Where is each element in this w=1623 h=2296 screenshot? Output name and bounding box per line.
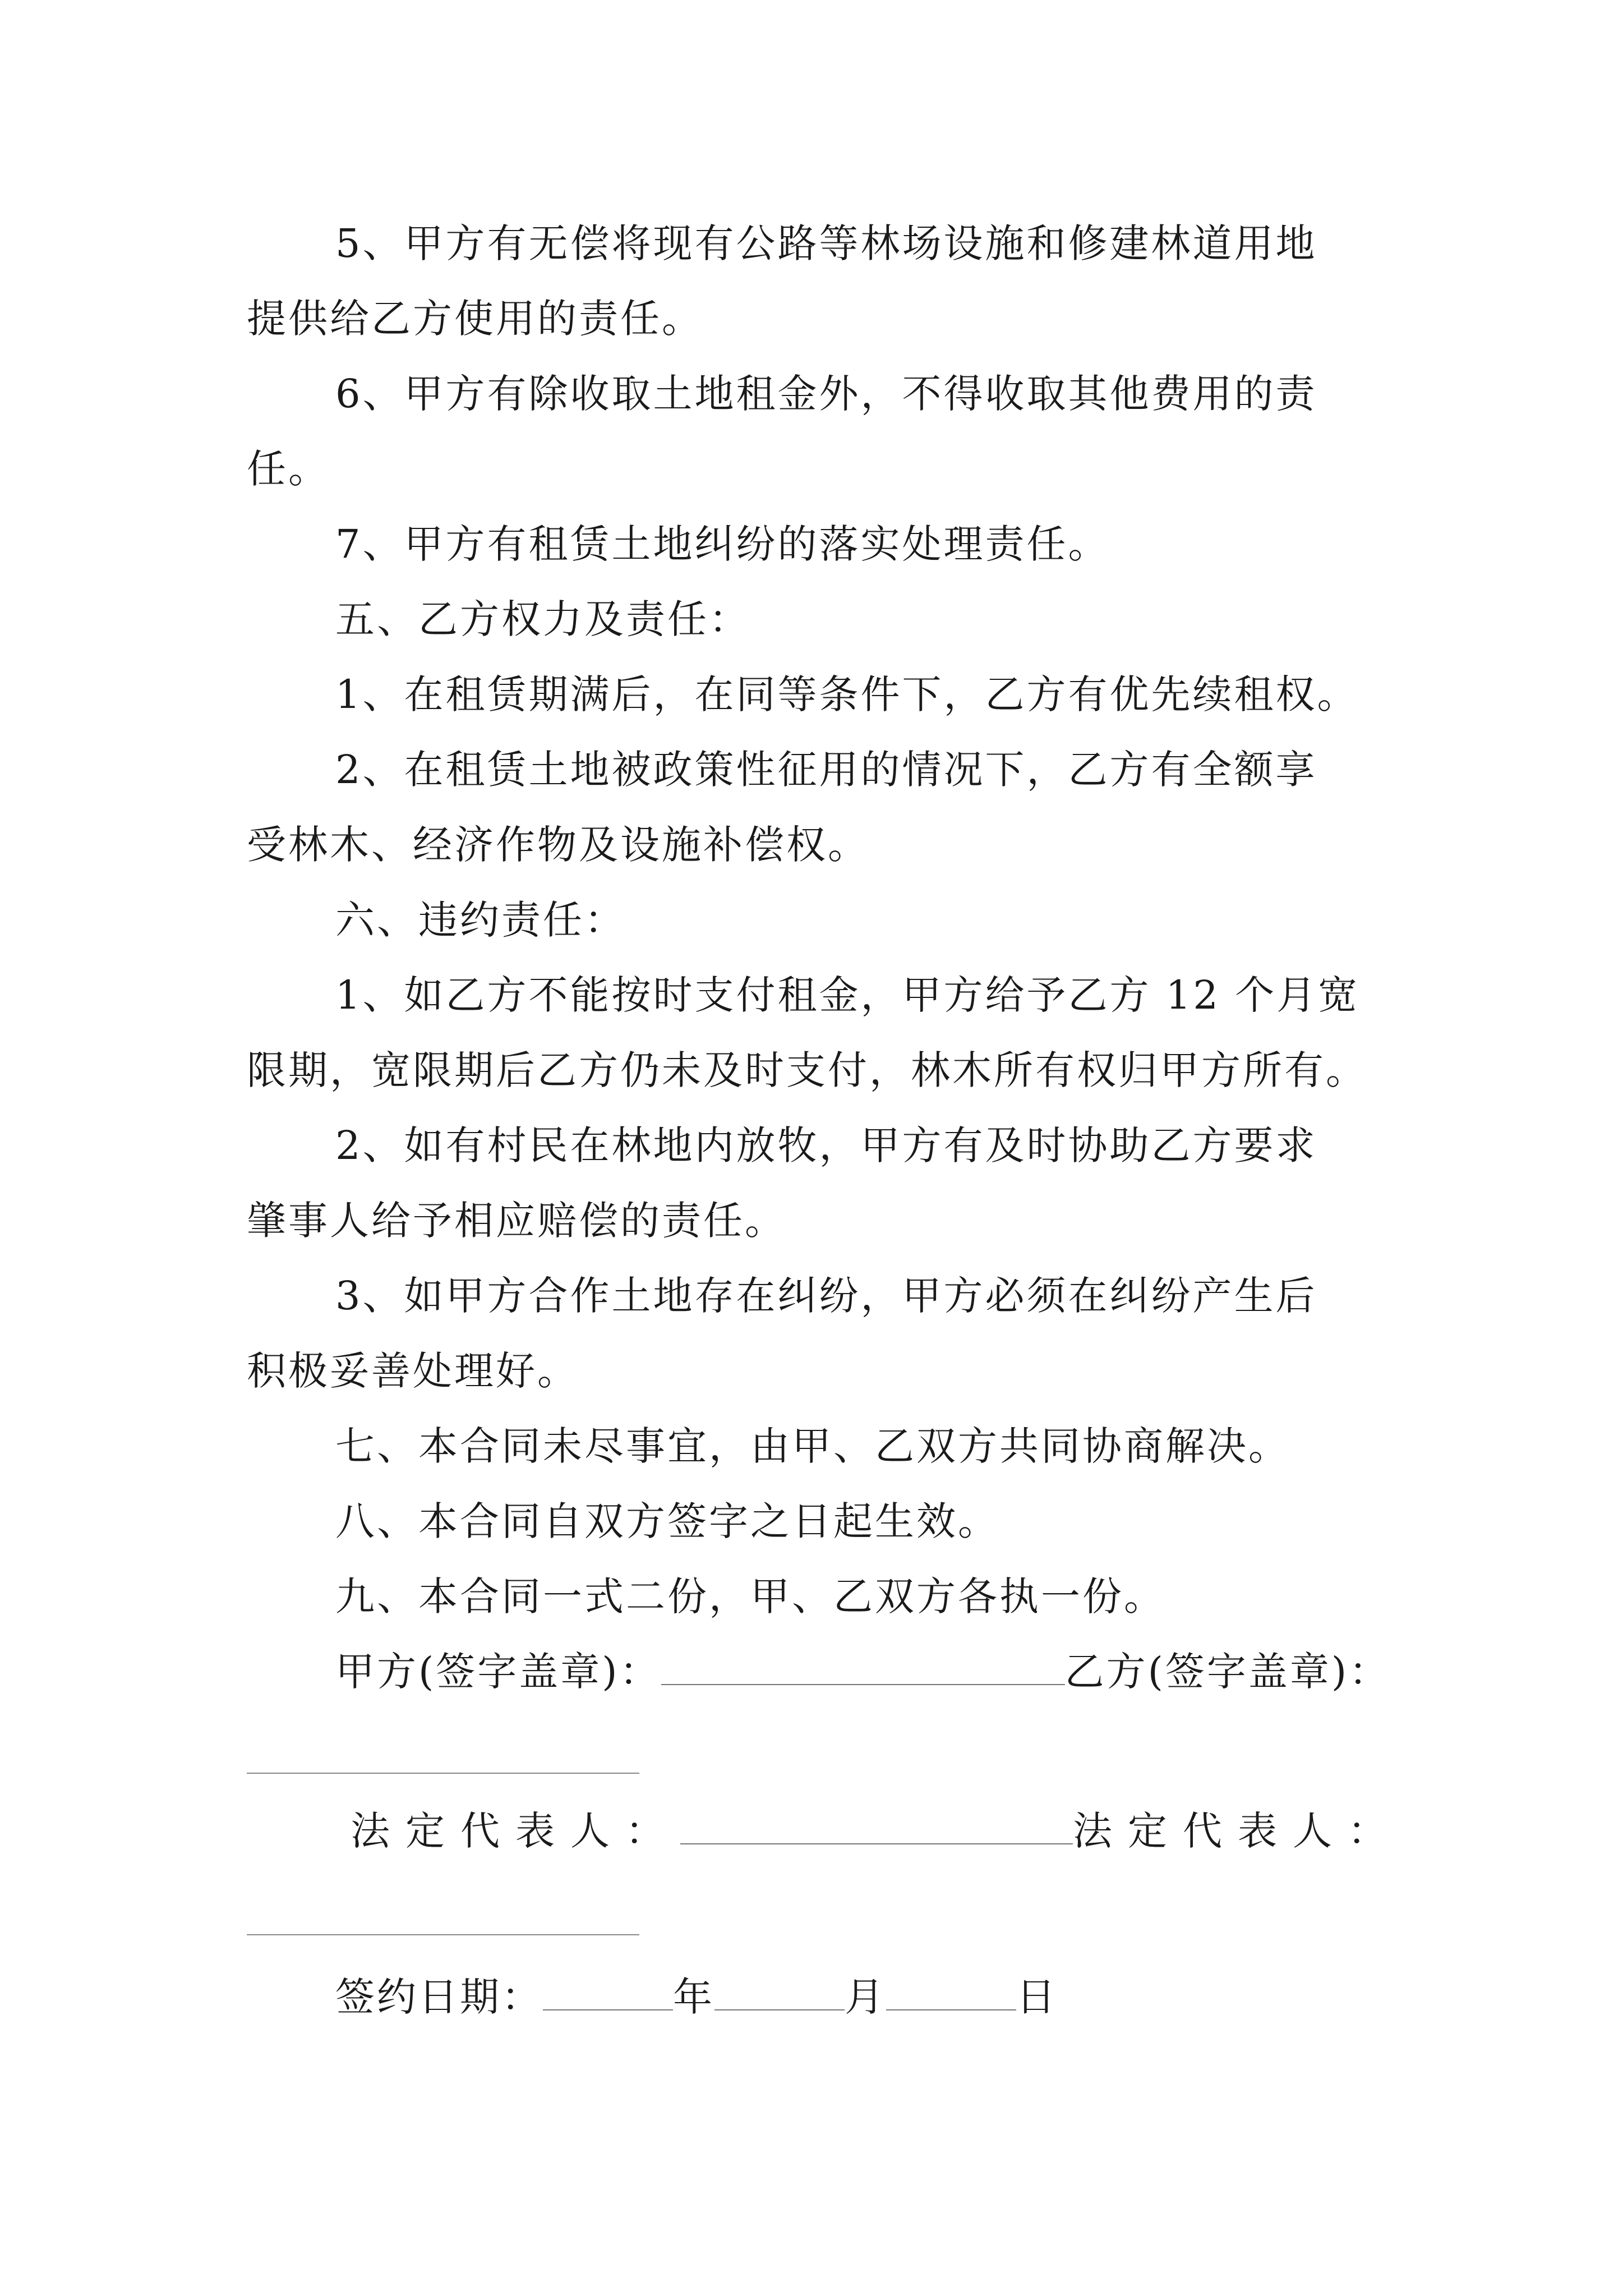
year-label: 年 bbox=[673, 1974, 714, 2020]
section-6-item-1-line-2: 限期，宽限期后乙方仍未及时支付，林木所有权归甲方所有。 bbox=[247, 1047, 1367, 1093]
rep-a-label: 法定代表人： bbox=[351, 1808, 680, 1854]
section-6-item-3-line-1: 3、如甲方合作土地存在纠纷，甲方必须在纠纷产生后 bbox=[335, 1273, 1317, 1319]
section-5-item-1: 1、在租赁期满后，在同等条件下，乙方有优先续租权。 bbox=[335, 671, 1359, 717]
rep-b-label: 法定代表人： bbox=[1073, 1808, 1403, 1854]
signing-date-row bbox=[335, 1969, 1058, 2025]
clause-6-line-2: 任。 bbox=[247, 446, 330, 492]
month-label: 月 bbox=[845, 1974, 886, 2020]
party-a-signature-blank[interactable] bbox=[661, 1645, 1065, 1685]
section-6-item-3-line-2: 积极妥善处理好。 bbox=[247, 1348, 579, 1394]
section-5-item-2-line-1: 2、在租赁土地被政策性征用的情况下，乙方有全额享 bbox=[335, 747, 1317, 793]
party-b-signature-blank[interactable] bbox=[247, 1773, 639, 1774]
clause-5-line-2: 提供给乙方使用的责任。 bbox=[247, 296, 703, 342]
rep-b-blank[interactable] bbox=[247, 1934, 639, 1935]
month-blank[interactable] bbox=[714, 1970, 845, 2010]
section-8: 八、本合同自双方签字之日起生效。 bbox=[335, 1498, 999, 1544]
rep-a-blank[interactable] bbox=[680, 1804, 1073, 1844]
party-signature-row bbox=[335, 1644, 1390, 1700]
clause-5-line-1: 5、甲方有无偿将现有公路等林场设施和修建林道用地 bbox=[335, 220, 1317, 266]
section-6-item-2-line-1: 2、如有村民在林地内放牧，甲方有及时协助乙方要求 bbox=[335, 1122, 1317, 1168]
section-6-item-2-line-2: 肇事人给予相应赔偿的责任。 bbox=[247, 1198, 786, 1244]
day-blank[interactable] bbox=[886, 1970, 1016, 2010]
section-5-item-2-line-2: 受林木、经济作物及设施补偿权。 bbox=[247, 822, 869, 868]
section-7: 七、本合同未尽事宜，由甲、乙双方共同协商解决。 bbox=[335, 1423, 1290, 1469]
day-label: 日 bbox=[1016, 1974, 1058, 2020]
section-9: 九、本合同一式二份，甲、乙双方各执一份。 bbox=[335, 1573, 1165, 1619]
year-blank[interactable] bbox=[543, 1970, 673, 2010]
signing-date-label: 签约日期： bbox=[335, 1974, 543, 2020]
section-6-heading: 六、违约责任： bbox=[335, 897, 626, 943]
section-5-heading: 五、乙方权力及责任： bbox=[335, 596, 750, 642]
clause-6-line-1: 6、甲方有除收取土地租金外，不得收取其他费用的责 bbox=[335, 371, 1317, 417]
party-b-signature-label: 乙方(签字盖章)： bbox=[1064, 1649, 1391, 1695]
section-6-item-1-line-1: 1、如乙方不能按时支付租金，甲方给予乙方 12 个月宽 bbox=[335, 972, 1360, 1018]
clause-7: 7、甲方有租赁土地纠纷的落实处理责任。 bbox=[335, 521, 1110, 567]
representative-row bbox=[351, 1803, 1403, 1859]
party-a-signature-label: 甲方(签字盖章)： bbox=[335, 1649, 661, 1695]
